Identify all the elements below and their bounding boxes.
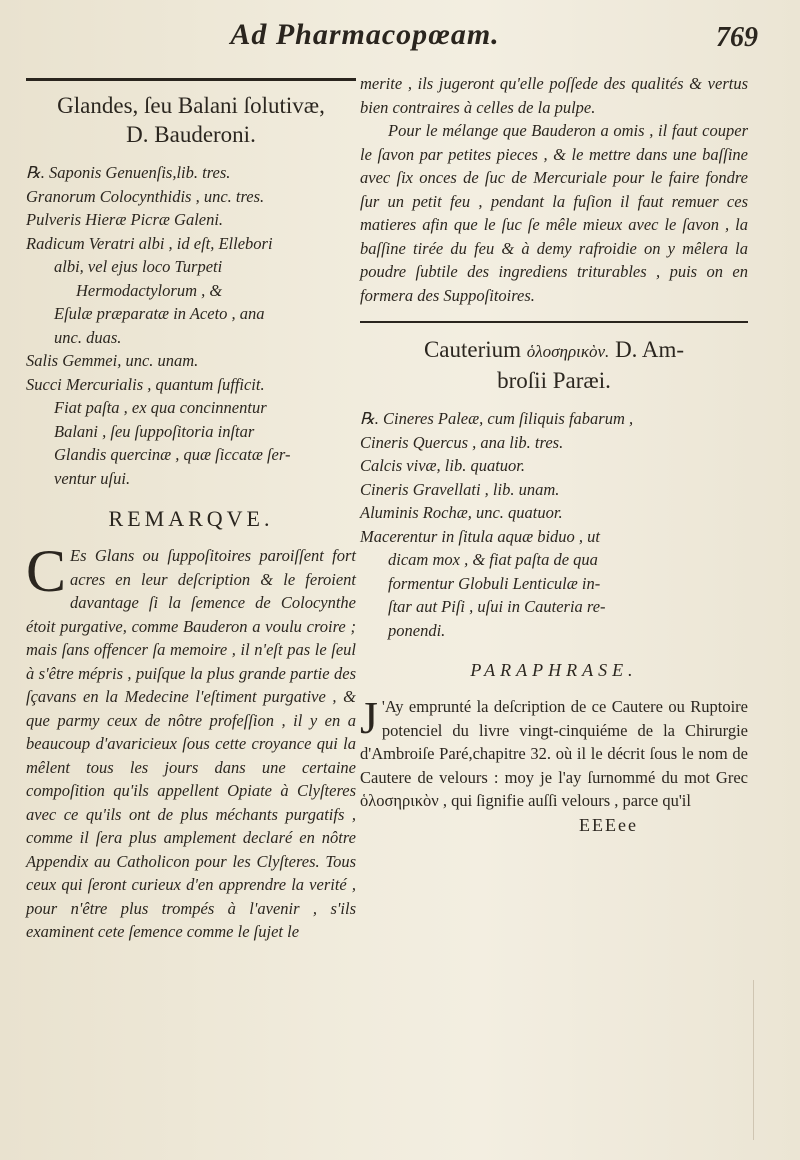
continuation-paragraph: merite , ils jugeront qu'elle poſſede des qualités & vertus bien contraires à celles de la pulpe. bbox=[360, 74, 748, 117]
recipe-line: Eſulæ præparatæ in Aceto , ana bbox=[54, 304, 265, 323]
top-rule bbox=[26, 78, 356, 81]
melange-paragraph: Pour le mélange que Bauderon a omis , il faut couper le ſavon par petites pieces , & le mettre dans une baſſine avec ſix onces de ſuc de Mercuriale pour le faire fondre ſur un petit feu , pendant la fuſion il faut remuer ces matieres afin que le ſuc ſe mêle mieux avec le ſavon , la baſſine tirée du feu & à demy rafroidie on y mêlera la poudre ſubtile des ingrediens triturables , puis on en formera des Suppoſitoires. bbox=[360, 121, 748, 305]
remarque-dropcap: C bbox=[26, 538, 67, 604]
glandes-recipe bbox=[26, 161, 356, 490]
page-edge-mark bbox=[753, 980, 794, 1140]
cauterium-recipe bbox=[360, 407, 748, 642]
running-title: Ad Pharmacopœam. bbox=[230, 18, 500, 51]
cauterium-heading-line-2: broſii Paræi. bbox=[497, 368, 611, 393]
recipe-line: Cineris Gravellati , lib. unam. bbox=[360, 479, 560, 499]
right-column bbox=[360, 72, 748, 836]
recipe-line: Fiat paſta , ex qua concinnentur bbox=[54, 398, 267, 417]
recipe-line: ponendi. bbox=[388, 620, 446, 640]
recipe-line: ℞. Saponis Genuenſis,lib. tres. bbox=[26, 163, 231, 182]
recipe-line: Pulveris Hieræ Picræ Galeni. bbox=[26, 210, 224, 229]
paraphrase-title: PARAPHRASE. bbox=[470, 660, 638, 680]
recipe-line: unc. duas. bbox=[54, 327, 122, 347]
remarque-paragraph bbox=[26, 538, 356, 944]
recipe-line: Cineris Quercus , ana lib. tres. bbox=[360, 432, 564, 452]
recipe-line: Radicum Veratri albi , id eſt, Ellebori bbox=[26, 233, 273, 253]
recipe-line: dicam mox , & fiat paſta de qua bbox=[388, 550, 598, 569]
left-column bbox=[26, 72, 356, 944]
recipe-line: Balani , ſeu ſuppoſitoria inſtar bbox=[54, 421, 255, 441]
recipe-line: ℞. Cineres Paleæ, cum ſiliquis fabarum , bbox=[360, 409, 634, 428]
remarque-text: Es Glans ou ſuppoſitoires paroiſſent fort acres en leur deſcription & le feroient davantage ſi la ſemence de Colocynthe étoit purgative, comme Bauderon a voulu croire ; mais ſans offencer ſa memoire , il n'eſt pas le ſeul à s'être mépris , puiſque la plus grande partie des ſçavans en la Medecine l'eſtiment purgative , & que parmy ceux de nôtre profeſſion , il y en a beaucoup d'avaricieux ſous cette croyance qui la mêlent tous les jours dans une certaine compoſition qu'ils appellent Opiate à Clyſteres avec ce qu'ils ont de plus méchants purgatifs , comme il ſera plus amplement declaré en nôtre Appendix au Catholicon pour les Clyſteres. Tous ceux qui ſeront curieux d'en apprendre la verité , pour n'être plus trompés à l'avenir , s'ils examinent cete ſemence comme le ſujet le bbox=[26, 546, 356, 941]
recipe-line: ventur uſui. bbox=[54, 468, 131, 488]
paraphrase-dropcap: J bbox=[360, 692, 378, 743]
glandes-heading bbox=[26, 91, 356, 149]
recipe-line: Granorum Colocynthidis , unc. tres. bbox=[26, 186, 265, 206]
recipe-line: Glandis quercinæ , quæ ſiccatæ ſer- bbox=[54, 445, 291, 464]
cauterium-heading bbox=[360, 335, 748, 395]
recipe-line: Calcis vivæ, lib. quatuor. bbox=[360, 456, 525, 475]
catchword: EEEee bbox=[579, 814, 638, 835]
recipe-line: Succi Mercurialis , quantum ſufficit. bbox=[26, 374, 265, 394]
recipe-line: Hermodactylorum , & bbox=[76, 280, 223, 300]
recipe-line: ſtar aut Piſi , uſui in Cauteria re- bbox=[388, 597, 606, 616]
recipe-line: Salis Gemmei, unc. unam. bbox=[26, 351, 199, 370]
page-number: 769 bbox=[716, 22, 758, 53]
remarque-title: REMARQVE. bbox=[108, 506, 274, 531]
recipe-line: formentur Globuli Lenticulæ in- bbox=[388, 573, 601, 593]
recipe-line: Aluminis Rochæ, unc. quatuor. bbox=[360, 503, 563, 522]
recipe-line: albi, vel ejus loco Turpeti bbox=[54, 257, 223, 276]
paraphrase-paragraph bbox=[360, 692, 748, 813]
recipe-line: Macerentur in ſitula aquæ biduo , ut bbox=[360, 526, 600, 546]
cauterium-heading-author: D. Am- bbox=[615, 337, 685, 362]
paraphrase-text: 'Ay emprunté la deſcription de ce Cautere ou Ruptoire potenciel du livre vingt-cinquiéme de la Chirurgie d'Ambroiſe Paré,chapitre 32. où il le décrit ſous le nom de Cautere de velours : moy je l'ay ſurnommé du mot Grec ὁλοσηρικὸν , qui ſignifie auſſi velours , parce qu'il bbox=[360, 697, 748, 810]
section-rule bbox=[360, 321, 748, 323]
glandes-heading-line-1: Glandes, ſeu Balani ſolutivæ, bbox=[57, 93, 325, 118]
cauterium-heading-greek: ὁλοσηρικὸν. bbox=[526, 342, 610, 361]
glandes-heading-line-2: D. Bauderoni. bbox=[126, 122, 256, 147]
cauterium-heading-word: Cauterium bbox=[423, 337, 522, 362]
